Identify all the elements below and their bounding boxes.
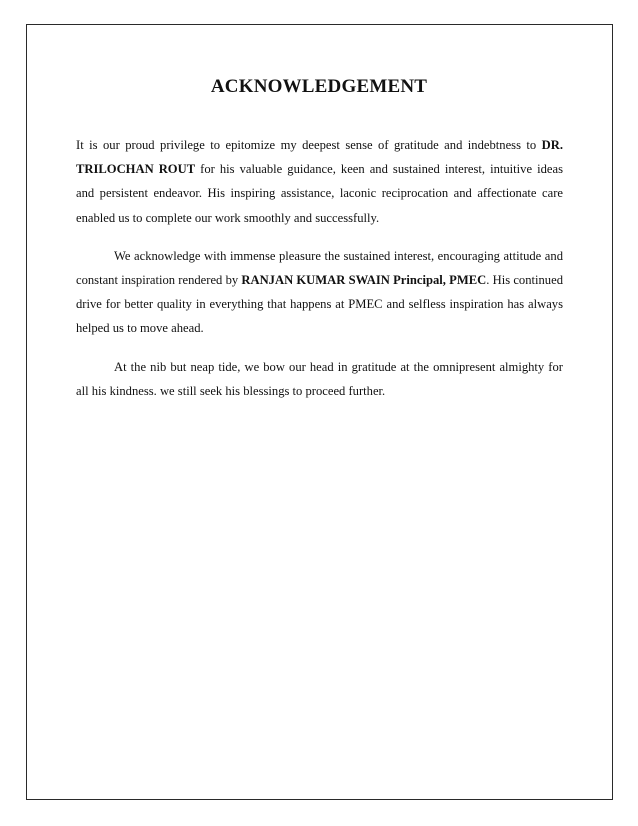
paragraph-2-text-end: . His continued drive for better quality in everything that happens at PMEC and selfless inspiration has always helped us to move ahead. xyxy=(76,273,563,336)
paragraph-3: At the nib but neap tide, we bow our head in gratitude at the omnipresent almighty for all his kindness. we still seek his blessings to proceed further. xyxy=(76,359,563,398)
paragraph-1-text-start: It is our proud privilege to epitomize my deepest sense of gratitude and indebtness to xyxy=(76,138,542,152)
paragraph-1-text-end: for his valuable guidance, keen and sustained interest, intuitive ideas and persistent endeavor. His inspiring assistance, laconic reciprocation and affectionate care enabled us to complete our work smoothly and successfully. xyxy=(76,162,563,225)
guide-name: DR. TRILOCHAN ROUT xyxy=(76,138,563,177)
acknowledgement-body xyxy=(76,133,563,417)
page-title: ACKNOWLEDGEMENT xyxy=(210,76,428,97)
paragraph-2 xyxy=(76,244,563,341)
paragraph-1 xyxy=(76,133,563,230)
paragraph-2-text-start: We acknowledge with immense pleasure the sustained interest, encouraging attitude and constant inspiration rendered by xyxy=(76,248,563,288)
principal-name: RANJAN KUMAR SWAIN Principal, PMEC xyxy=(241,273,487,288)
